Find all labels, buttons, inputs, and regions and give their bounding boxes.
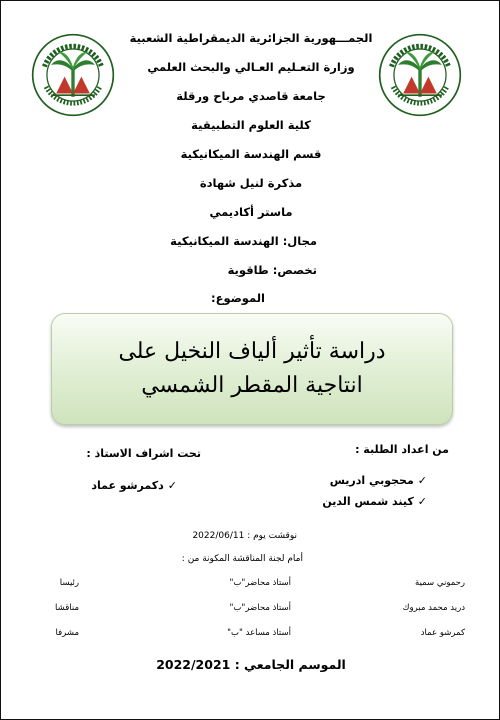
student-name-1: ✓محجوبي ادريس — [329, 474, 427, 487]
thesis-purpose: مذكرة لنيل شهادة — [199, 176, 303, 190]
supervisor-name: ✓دكمرشو عماد — [91, 479, 177, 492]
republic-name: الجمـــهورية الجزائرية الديمقراطية الشعبية — [129, 31, 373, 45]
degree-name: ماستر أكاديمي — [209, 205, 293, 219]
jury-name-2: دريد محمد مبروك — [402, 603, 465, 613]
jury-role-3: مشرفا — [55, 628, 79, 638]
jury-role-2: مناقشا — [55, 603, 79, 613]
thesis-title-box — [51, 313, 453, 425]
students-label: من اعداد الطلبة : — [355, 443, 449, 456]
thesis-title-line-2: انتاجية المقطر الشمسي — [141, 373, 363, 398]
specialty-field: تخصص: طاقوية — [227, 263, 317, 277]
check-icon: ✓ — [167, 479, 177, 492]
check-icon: ✓ — [417, 495, 427, 508]
jury-name-3: كمرشو عماد — [420, 628, 465, 638]
university-logo-right — [378, 33, 462, 117]
faculty-name: كلية العلوم التطبيقية — [191, 118, 311, 132]
department-name: قسم الهندسة الميكانيكية — [180, 147, 322, 161]
thesis-title-line-1: دراسة تأثير ألياف النخيل على — [118, 339, 386, 364]
jury-rank-2: أستاذ محاضر"ب" — [229, 603, 291, 613]
academic-year: الموسم الجامعي : 2022/2021 — [156, 657, 346, 672]
jury-role-1: رئيسا — [59, 578, 79, 588]
supervisor-label: تحت اشراف الاستاذ : — [86, 447, 201, 460]
university-name: جامعة قاصدي مرباح ورقلة — [176, 89, 326, 103]
ministry-name: وزارة التعـليم العـالي والبحث العلمي — [147, 60, 355, 74]
jury-rank-1: أستاذ محاضر"ب" — [229, 578, 291, 588]
university-logo-left — [31, 33, 115, 117]
jury-name-1: رحموني سمية — [415, 578, 465, 588]
jury-rank-3: أستاذ مساعد "ب" — [227, 628, 291, 638]
student-name-2: ✓كيند شمس الدين — [322, 495, 427, 508]
check-icon: ✓ — [417, 474, 427, 487]
committee-intro: أمام لجنة المناقشة المكونة من : — [181, 554, 303, 564]
subject-label: الموضوع: — [211, 291, 265, 305]
defense-date: نوقشت يوم : 2022/06/11 — [192, 531, 297, 541]
domain-field: مجال: الهندسة الميكانيكية — [170, 234, 317, 248]
